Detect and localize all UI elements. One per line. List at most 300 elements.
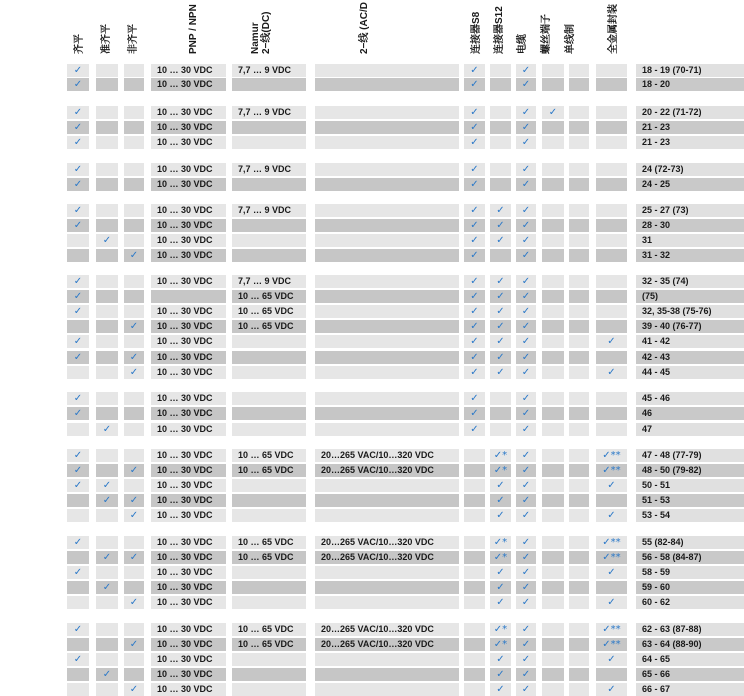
cell-bg-s (96, 638, 118, 651)
cell-bg-s (96, 596, 118, 609)
cell-bg-namur (232, 509, 306, 522)
check-icon: ✓ (496, 291, 505, 302)
cell-bg-n (124, 290, 144, 303)
check-icon: ✓ (73, 164, 83, 175)
table-row (0, 449, 744, 462)
cell-bg-ac (315, 366, 459, 379)
cell-bg-s8 (464, 509, 485, 522)
pnp-voltage: 10 … 30 VDC (157, 424, 213, 434)
check-icon: ✓ (521, 480, 531, 491)
cell-bg-s12 (490, 121, 511, 134)
table-row (0, 479, 744, 492)
cell-bg-ac (315, 275, 459, 288)
cell-bg-sgl (569, 668, 589, 681)
check-icon: ✓ (129, 597, 139, 608)
cell-bg-ac (315, 219, 459, 232)
pnp-voltage: 10 … 30 VDC (157, 552, 213, 562)
cell-bg-sgl (569, 683, 589, 696)
cell-bg-ac (315, 320, 459, 333)
table-row (0, 551, 744, 564)
table-row (0, 219, 744, 232)
pnp-voltage: 10 … 30 VDC (157, 164, 213, 174)
cell-bg-met (596, 320, 627, 333)
column-header-pnp: PNP / NPN (188, 4, 199, 54)
cell-bg-n (124, 479, 144, 492)
cell-bg-scr (542, 494, 564, 507)
check-icon: ✓ (521, 639, 531, 650)
cell-bg-s (96, 566, 118, 579)
cell-bg-namur (232, 596, 306, 609)
check-icon: ✓ (521, 669, 531, 680)
table-row (0, 249, 744, 262)
check-icon: ✓ (496, 495, 505, 506)
namur-voltage: 7,7 … 9 VDC (238, 276, 292, 286)
cell-bg-n (124, 335, 144, 348)
cell-bg-n (124, 581, 144, 594)
cell-bg-n (124, 136, 144, 149)
check-icon: ✓ (496, 276, 505, 287)
cell-bg-met (596, 234, 627, 247)
check-icon: ✓ (129, 250, 139, 261)
cell-bg-s (96, 78, 118, 91)
cell-bg-ac (315, 392, 459, 405)
cell-bg-sgl (569, 392, 589, 405)
table-row (0, 178, 744, 191)
page-ref: 24 (72-73) (642, 164, 684, 174)
cell-bg-sgl (569, 320, 589, 333)
check-icon: ✓ (470, 235, 479, 246)
cell-bg-ac (315, 566, 459, 579)
cell-bg-ac (315, 121, 459, 134)
check-icon: ✓ (102, 495, 112, 506)
ac-voltage: 20…265 VAC/10…320 VDC (321, 639, 434, 649)
check-icon: ✓ (129, 495, 139, 506)
cell-bg-n (124, 653, 144, 666)
cell-bg-s (96, 121, 118, 134)
namur-voltage: 10 … 65 VDC (238, 639, 294, 649)
check-icon: ✓ (521, 552, 531, 563)
cell-bg-scr (542, 351, 564, 364)
cell-bg-namur (232, 494, 306, 507)
cell-bg-sgl (569, 78, 589, 91)
page-ref: 51 - 53 (642, 495, 671, 505)
cell-bg-scr (542, 78, 564, 91)
cell-bg-f (67, 581, 89, 594)
check-icon: ✓ (521, 291, 531, 302)
cell-bg-scr (542, 290, 564, 303)
check-icon: ✓ (129, 510, 139, 521)
cell-bg-met (596, 219, 627, 232)
cell-bg-s (96, 449, 118, 462)
cell-bg-s12 (490, 163, 511, 176)
cell-bg-s (96, 219, 118, 232)
check-icon: ✓ (73, 624, 83, 635)
cell-bg-s8 (464, 683, 485, 696)
table-row (0, 121, 744, 134)
check-icon: ✓ (470, 306, 479, 317)
cell-bg-met (596, 249, 627, 262)
cell-bg-namur (232, 249, 306, 262)
check-icon: ✓ (470, 336, 479, 347)
cell-bg-scr (542, 596, 564, 609)
cell-bg-namur (232, 136, 306, 149)
cell-bg-s (96, 305, 118, 318)
cell-bg-scr (542, 178, 564, 191)
check-icon: ✓** (602, 537, 621, 548)
cell-bg-ac (315, 163, 459, 176)
cell-bg-scr (542, 464, 564, 477)
table-row (0, 136, 744, 149)
check-icon: ✓ (73, 122, 83, 133)
pnp-voltage: 10 … 30 VDC (157, 684, 213, 694)
cell-bg-scr (542, 366, 564, 379)
pnp-voltage: 10 … 30 VDC (157, 567, 213, 577)
check-icon: ✓ (73, 537, 83, 548)
cell-bg-page (636, 234, 744, 247)
check-icon: ✓ (521, 352, 531, 363)
check-icon: ✓ (73, 336, 83, 347)
cell-bg-namur (232, 407, 306, 420)
cell-bg-ac (315, 234, 459, 247)
page-ref: 47 - 48 (77-79) (642, 450, 702, 460)
table-row (0, 596, 744, 609)
cell-bg-scr (542, 581, 564, 594)
check-icon: ✓ (73, 465, 83, 476)
column-header-cable: 电缆 (517, 34, 528, 54)
cell-bg-met (596, 178, 627, 191)
cell-bg-scr (542, 509, 564, 522)
cell-bg-s12 (490, 136, 511, 149)
cell-bg-met (596, 64, 627, 77)
check-icon: ✓ (496, 654, 505, 665)
cell-bg-page (636, 407, 744, 420)
cell-bg-s (96, 106, 118, 119)
cell-bg-ac (315, 64, 459, 77)
cell-bg-met (596, 668, 627, 681)
pnp-voltage: 10 … 30 VDC (157, 654, 213, 664)
check-icon: ✓ (607, 654, 616, 665)
page-ref: 44 - 45 (642, 367, 671, 377)
cell-bg-ac (315, 683, 459, 696)
page-ref: 58 - 59 (642, 567, 671, 577)
cell-bg-sgl (569, 623, 589, 636)
check-icon: ✓ (521, 137, 531, 148)
cell-bg-s12 (490, 64, 511, 77)
cell-bg-s (96, 351, 118, 364)
namur-voltage: 10 … 65 VDC (238, 450, 294, 460)
check-icon: ✓ (129, 465, 139, 476)
cell-bg-sgl (569, 536, 589, 549)
cell-bg-scr (542, 219, 564, 232)
cell-bg-n (124, 407, 144, 420)
table-row (0, 78, 744, 91)
cell-bg-scr (542, 136, 564, 149)
check-icon: ✓ (607, 336, 616, 347)
cell-bg-namur (232, 351, 306, 364)
cell-bg-s8 (464, 623, 485, 636)
page-ref: 56 - 58 (84-87) (642, 552, 702, 562)
cell-bg-sgl (569, 335, 589, 348)
cell-bg-s (96, 653, 118, 666)
check-icon: ✓ (470, 122, 479, 133)
check-icon: ✓ (129, 352, 139, 363)
pnp-voltage: 10 … 30 VDC (157, 537, 213, 547)
check-icon: ✓ (521, 450, 531, 461)
cell-bg-sgl (569, 509, 589, 522)
cell-bg-s (96, 392, 118, 405)
check-icon: ✓ (470, 424, 479, 435)
cell-bg-ac (315, 335, 459, 348)
check-icon: ✓ (521, 495, 531, 506)
column-header-screw: 螺丝端子 (541, 14, 552, 54)
cell-bg-sgl (569, 275, 589, 288)
cell-bg-n (124, 275, 144, 288)
cell-bg-namur (232, 392, 306, 405)
table-row (0, 392, 744, 405)
check-icon: ✓ (129, 552, 139, 563)
cell-bg-n (124, 566, 144, 579)
cell-bg-s (96, 163, 118, 176)
check-icon: ✓** (602, 639, 621, 650)
check-icon: ✓ (521, 65, 531, 76)
namur-voltage: 7,7 … 9 VDC (238, 107, 292, 117)
cell-bg-ac (315, 305, 459, 318)
cell-bg-ac (315, 509, 459, 522)
table-row (0, 106, 744, 119)
ac-voltage: 20…265 VAC/10…320 VDC (321, 465, 434, 475)
pnp-voltage: 10 … 30 VDC (157, 220, 213, 230)
cell-bg-sgl (569, 423, 589, 436)
table-row (0, 335, 744, 348)
page-ref: 32 - 35 (74) (642, 276, 689, 286)
check-icon: ✓ (496, 367, 505, 378)
cell-bg-f (67, 668, 89, 681)
cell-bg-namur (232, 335, 306, 348)
check-icon: ✓ (521, 510, 531, 521)
cell-bg-ac (315, 596, 459, 609)
cell-bg-scr (542, 121, 564, 134)
check-icon: ✓ (607, 597, 616, 608)
cell-bg-f (67, 494, 89, 507)
cell-bg-sgl (569, 249, 589, 262)
check-icon: ✓ (607, 367, 616, 378)
cell-bg-n (124, 305, 144, 318)
pnp-voltage: 10 … 30 VDC (157, 122, 213, 132)
pnp-voltage: 10 … 30 VDC (157, 137, 213, 147)
check-icon: ✓ (521, 537, 531, 548)
page-ref: 20 - 22 (71-72) (642, 107, 702, 117)
cell-bg-n (124, 64, 144, 77)
cell-bg-met (596, 305, 627, 318)
cell-bg-sgl (569, 163, 589, 176)
table-row (0, 653, 744, 666)
cell-bg-met (596, 275, 627, 288)
cell-bg-met (596, 106, 627, 119)
pnp-voltage: 10 … 30 VDC (157, 393, 213, 403)
check-icon: ✓ (521, 107, 531, 118)
cell-bg-sgl (569, 234, 589, 247)
check-icon: ✓ (470, 65, 479, 76)
check-icon: ✓ (496, 321, 505, 332)
check-icon: ✓ (496, 669, 505, 680)
cell-bg-f (67, 509, 89, 522)
cell-bg-met (596, 392, 627, 405)
cell-bg-f (67, 551, 89, 564)
pnp-voltage: 10 … 30 VDC (157, 450, 213, 460)
cell-bg-n (124, 219, 144, 232)
table-row (0, 581, 744, 594)
page-ref: 48 - 50 (79-82) (642, 465, 702, 475)
table-row (0, 683, 744, 696)
cell-bg-ac (315, 204, 459, 217)
table-row (0, 290, 744, 303)
check-icon: ✓ (102, 582, 112, 593)
cell-bg-namur (232, 78, 306, 91)
page-ref: (75) (642, 291, 659, 301)
page-ref: 21 - 23 (642, 122, 671, 132)
check-icon: ✓ (102, 424, 112, 435)
cell-bg-scr (542, 566, 564, 579)
page-ref: 66 - 67 (642, 684, 671, 694)
check-icon: ✓ (470, 79, 479, 90)
check-icon: ✓ (496, 306, 505, 317)
cell-bg-s12 (490, 249, 511, 262)
page-ref: 59 - 60 (642, 582, 671, 592)
column-header-s12: 连接器S12 (494, 6, 505, 54)
cell-bg-scr (542, 64, 564, 77)
check-icon: ✓ (73, 291, 83, 302)
cell-bg-page (636, 423, 744, 436)
check-icon: ✓ (102, 235, 112, 246)
cell-bg-s (96, 64, 118, 77)
pnp-voltage: 10 … 30 VDC (157, 107, 213, 117)
table-row (0, 638, 744, 651)
cell-bg-scr (542, 163, 564, 176)
cell-bg-sgl (569, 494, 589, 507)
cell-bg-s (96, 683, 118, 696)
table-row (0, 623, 744, 636)
cell-bg-sgl (569, 305, 589, 318)
cell-bg-met (596, 290, 627, 303)
page-ref: 31 (642, 235, 653, 245)
table-row (0, 407, 744, 420)
cell-bg-sgl (569, 596, 589, 609)
cell-bg-scr (542, 335, 564, 348)
check-icon: ✓ (73, 352, 83, 363)
pnp-voltage: 10 … 30 VDC (157, 205, 213, 215)
column-header-single: 单线制 (565, 24, 576, 54)
check-icon: ✓ (129, 321, 139, 332)
cell-bg-sgl (569, 479, 589, 492)
page-ref: 60 - 62 (642, 597, 671, 607)
cell-bg-met (596, 121, 627, 134)
page-ref: 25 - 27 (73) (642, 205, 689, 215)
check-icon: ✓ (496, 597, 505, 608)
cell-bg-sgl (569, 566, 589, 579)
check-icon: ✓ (521, 235, 531, 246)
cell-bg-namur (232, 683, 306, 696)
check-icon: ✓ (521, 250, 531, 261)
cell-bg-sgl (569, 219, 589, 232)
cell-bg-scr (542, 479, 564, 492)
namur-voltage: 10 … 65 VDC (238, 291, 294, 301)
pnp-voltage: 10 … 30 VDC (157, 352, 213, 362)
cell-bg-namur (232, 566, 306, 579)
cell-bg-s8 (464, 566, 485, 579)
table-row (0, 64, 744, 77)
check-icon: ✓ (470, 220, 479, 231)
cell-bg-n (124, 204, 144, 217)
check-icon: ✓ (521, 321, 531, 332)
pnp-voltage: 10 … 30 VDC (157, 179, 213, 189)
check-icon: ✓ (73, 220, 83, 231)
cell-bg-sgl (569, 351, 589, 364)
check-icon: ✓ (73, 480, 83, 491)
cell-bg-namur (232, 668, 306, 681)
page-ref: 42 - 43 (642, 352, 671, 362)
cell-bg-ac (315, 581, 459, 594)
cell-bg-s8 (464, 551, 485, 564)
cell-bg-scr (542, 551, 564, 564)
cell-bg-scr (542, 536, 564, 549)
pnp-voltage: 10 … 30 VDC (157, 367, 213, 377)
cell-bg-namur (232, 653, 306, 666)
cell-bg-ac (315, 249, 459, 262)
page-ref: 63 - 64 (88-90) (642, 639, 702, 649)
check-icon: ✓ (470, 164, 479, 175)
page-ref: 31 - 32 (642, 250, 671, 260)
cell-bg-s (96, 290, 118, 303)
cell-bg-f (67, 423, 89, 436)
check-icon: ✓ (73, 79, 83, 90)
pnp-voltage: 10 … 30 VDC (157, 597, 213, 607)
check-icon: ✓ (470, 367, 479, 378)
page-ref: 46 (642, 408, 653, 418)
namur-voltage: 7,7 … 9 VDC (238, 65, 292, 75)
cell-bg-scr (542, 305, 564, 318)
cell-bg-n (124, 106, 144, 119)
check-icon: ✓* (493, 624, 508, 635)
column-header-nonflush: 非齐平 (128, 24, 139, 54)
page-ref: 18 - 19 (70-71) (642, 65, 702, 75)
column-header-twowire: 2−线 (AC/D (359, 2, 370, 54)
cell-bg-f (67, 366, 89, 379)
cell-bg-ac (315, 653, 459, 666)
cell-bg-sgl (569, 464, 589, 477)
pnp-voltage: 10 … 30 VDC (157, 639, 213, 649)
check-icon: ✓** (602, 624, 621, 635)
namur-voltage: 7,7 … 9 VDC (238, 205, 292, 215)
cell-bg-sgl (569, 136, 589, 149)
cell-bg-n (124, 121, 144, 134)
check-icon: ✓ (521, 220, 531, 231)
check-icon: ✓ (102, 669, 112, 680)
cell-bg-ac (315, 479, 459, 492)
cell-bg-scr (542, 683, 564, 696)
check-icon: ✓ (470, 321, 479, 332)
cell-bg-s (96, 464, 118, 477)
pnp-voltage: 10 … 30 VDC (157, 336, 213, 346)
cell-bg-n (124, 449, 144, 462)
cell-bg-s (96, 136, 118, 149)
cell-bg-scr (542, 249, 564, 262)
ac-voltage: 20…265 VAC/10…320 VDC (321, 624, 434, 634)
check-icon: ✓ (102, 552, 112, 563)
cell-bg-ac (315, 668, 459, 681)
check-icon: ✓ (496, 220, 505, 231)
check-icon: ✓** (602, 552, 621, 563)
cell-bg-f (67, 234, 89, 247)
